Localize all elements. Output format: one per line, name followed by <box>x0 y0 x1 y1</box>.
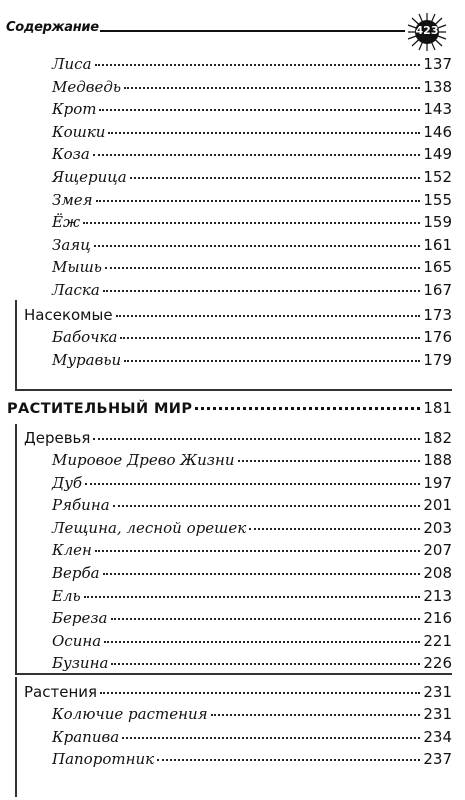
dot-leader <box>195 407 420 410</box>
toc-subentry[interactable] <box>52 191 452 213</box>
toc-subentry-label: Бузина <box>52 654 109 673</box>
toc-subentry[interactable] <box>52 750 452 772</box>
toc-subentry-page: 208 <box>423 564 452 582</box>
toc-subentry-page: 167 <box>423 281 452 299</box>
toc-entry-page: 173 <box>423 306 452 324</box>
toc-subentry-page: 221 <box>423 631 452 650</box>
bracket-line <box>15 677 17 797</box>
dot-leader <box>103 290 421 292</box>
toc-subentry-label: Ель <box>52 586 81 605</box>
toc-subentry[interactable] <box>52 519 452 541</box>
dot-leader <box>95 64 421 66</box>
toc-subentry-page: 197 <box>423 473 452 492</box>
toc-subentry[interactable] <box>52 236 452 258</box>
toc-subentry-page: 216 <box>423 609 452 628</box>
page-number: 423 <box>415 24 439 37</box>
dot-leader <box>103 573 421 575</box>
toc-subentry[interactable] <box>52 474 452 496</box>
toc-subentry-page: 149 <box>423 145 452 164</box>
dot-leader <box>130 177 421 179</box>
dot-leader <box>116 315 421 317</box>
toc-subentry[interactable] <box>52 258 452 280</box>
toc-entry-label: Деревья <box>24 429 91 447</box>
toc-subentry[interactable] <box>52 728 452 750</box>
toc-subentry-page: 137 <box>423 55 452 73</box>
dot-leader <box>95 550 420 552</box>
toc-subentry-label: Дуб <box>52 473 83 492</box>
toc-entry-page: 182 <box>423 429 452 447</box>
toc-subentry[interactable] <box>52 587 452 609</box>
toc-entry-page: 231 <box>423 683 452 701</box>
toc-subentry-label: Крапива <box>52 727 120 746</box>
toc-subentry-page: 138 <box>423 77 452 96</box>
dot-leader <box>157 759 420 761</box>
dot-leader <box>94 245 421 247</box>
toc-subentry-label: Мышь <box>52 258 102 277</box>
toc-subentry-label: Ящерица <box>52 168 127 186</box>
dot-leader <box>105 267 420 269</box>
toc-subentry-page: 237 <box>423 750 452 769</box>
toc-subentry-label: Мировое Древо Жизни <box>52 451 235 469</box>
bracket-line <box>15 673 452 675</box>
toc-subentry-label: Рябина <box>52 496 110 515</box>
toc-subentry[interactable] <box>52 168 452 190</box>
dot-leader <box>93 438 420 440</box>
dot-leader <box>83 222 420 224</box>
toc-subentry-label: Бабочка <box>52 328 118 346</box>
header-rule <box>100 30 405 32</box>
toc-entry-trees[interactable] <box>24 429 452 451</box>
toc-subentry-page: 188 <box>423 451 452 469</box>
toc-subentry-page: 146 <box>423 122 452 141</box>
toc-subentry-page: 213 <box>423 586 452 605</box>
toc-section-label: РАСТИТЕЛЬНЫЙ МИР <box>7 401 193 417</box>
toc-subentry-label: Папоротник <box>52 750 155 769</box>
toc-subentry[interactable] <box>52 496 452 518</box>
dot-leader <box>124 360 420 362</box>
toc-subentry-page: 231 <box>423 705 452 723</box>
dot-leader <box>111 663 420 665</box>
toc-subentry[interactable] <box>52 541 452 563</box>
dot-leader <box>120 337 420 339</box>
toc-subentry-page: 203 <box>423 518 452 537</box>
toc-subentry-page: 234 <box>423 727 452 746</box>
dot-leader <box>238 460 421 462</box>
toc-subentry-page: 161 <box>423 235 452 254</box>
toc-entry-insects[interactable] <box>24 306 452 328</box>
toc-subentry-label: Осина <box>52 631 102 650</box>
toc-subentry-page: 201 <box>423 496 452 515</box>
dot-leader <box>84 596 421 598</box>
toc-subentry-page: 159 <box>423 213 452 232</box>
toc-subentry[interactable] <box>52 100 452 122</box>
toc-subentry-page: 152 <box>423 168 452 186</box>
toc-subentry-label: Клен <box>52 541 92 560</box>
toc-subentry-page: 176 <box>423 328 452 346</box>
toc-subentry-label: Медведь <box>52 77 122 96</box>
toc-subentry-page: 207 <box>423 541 452 560</box>
dot-leader <box>249 528 420 530</box>
toc-subentry[interactable] <box>52 351 452 373</box>
dot-leader <box>96 200 421 202</box>
toc-entry-label: Растения <box>24 683 98 701</box>
dot-leader <box>104 641 420 643</box>
running-header <box>0 0 465 60</box>
toc-subentry-label: Кошки <box>52 122 106 141</box>
toc-subentry-page: 226 <box>423 654 452 673</box>
dot-leader <box>111 618 421 620</box>
bracket-line <box>15 300 17 390</box>
toc-subentry-label: Береза <box>52 609 108 628</box>
dot-leader <box>124 87 420 89</box>
dot-leader <box>85 483 420 485</box>
toc-subentry[interactable] <box>52 213 452 235</box>
toc-subentry[interactable] <box>52 55 452 77</box>
toc-subentry-label: Коза <box>52 145 90 164</box>
toc-subentry-label: Крот <box>52 100 97 119</box>
toc-subentry-page: 155 <box>423 190 452 209</box>
dot-leader <box>99 109 420 111</box>
bracket-line <box>15 389 452 391</box>
toc-entry-label: Насекомые <box>24 306 113 324</box>
toc-subentry[interactable] <box>52 632 452 654</box>
toc-subentry-label: Муравьи <box>52 350 122 369</box>
toc-subentry-label: Змея <box>52 190 93 209</box>
running-header-title: Содержание <box>6 20 99 35</box>
toc-entry-plants[interactable] <box>24 683 452 705</box>
toc-subentry-page: 179 <box>423 350 452 369</box>
toc-subentry[interactable] <box>52 451 452 473</box>
dot-leader <box>108 132 420 134</box>
toc-section-plant-world[interactable] <box>7 399 452 421</box>
toc-subentry[interactable] <box>52 705 452 727</box>
dot-leader <box>211 714 421 716</box>
dot-leader <box>100 692 420 694</box>
toc-subentry[interactable] <box>52 564 452 586</box>
toc-section-page: 181 <box>423 399 452 417</box>
toc-subentry-label: Верба <box>52 564 100 582</box>
toc-subentry[interactable] <box>52 328 452 350</box>
dot-leader <box>122 737 420 739</box>
dot-leader <box>113 505 421 507</box>
toc-subentry[interactable] <box>52 123 452 145</box>
bracket-line <box>15 424 17 674</box>
toc-subentry-page: 165 <box>423 258 452 277</box>
toc-subentry[interactable] <box>52 145 452 167</box>
toc-subentry-label: Лиса <box>52 55 92 73</box>
toc-subentry-label: Колючие растения <box>52 705 208 723</box>
toc-subentry-label: Лещина, лесной орешек <box>52 518 247 537</box>
dot-leader <box>93 154 421 156</box>
toc-subentry-label: Ёж <box>52 213 81 232</box>
toc-subentry-label: Заяц <box>52 235 91 254</box>
toc-subentry[interactable] <box>52 78 452 100</box>
toc-subentry[interactable] <box>52 609 452 631</box>
toc-subentry[interactable] <box>52 281 452 303</box>
toc-subentry-label: Ласка <box>52 281 100 299</box>
toc-subentry-page: 143 <box>423 100 452 119</box>
